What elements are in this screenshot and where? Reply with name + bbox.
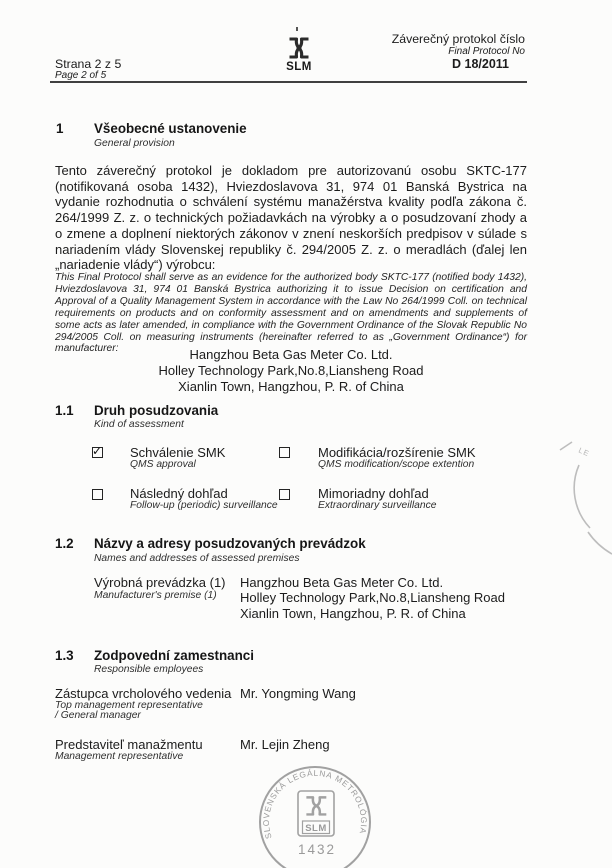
- option-label-en: Extraordinary surveillance: [318, 500, 437, 511]
- stamp-logo-text: SLM: [305, 823, 327, 834]
- section1-3-title-en: Responsible employees: [94, 664, 204, 675]
- section1-title-sk: Všeobecné ustanovenie: [94, 121, 247, 136]
- section1-1-number: 1.1: [55, 403, 74, 418]
- slm-symbol-icon: [287, 36, 311, 60]
- stamp-number: 1432: [297, 842, 337, 857]
- option-label-en: Follow-up (periodic) surveillance: [130, 500, 278, 511]
- manufacturer-address-line: Holley Technology Park,No.8,Liansheng Road: [158, 363, 424, 379]
- section1-2-title-en: Names and addresses of assessed premises: [94, 553, 300, 564]
- option-label-sk: Následný dohľad: [130, 486, 228, 501]
- premise-label-sk: Výrobná prevádzka (1): [94, 575, 226, 590]
- premise-address-line: Holley Technology Park,No.8,Liansheng Road: [240, 590, 505, 606]
- scan-tick: [296, 27, 298, 31]
- page-number-en: Page 2 of 5: [55, 70, 107, 81]
- premise-address-line: Hangzhou Beta Gas Meter Co. Ltd.: [240, 575, 444, 590]
- checkbox-extraordinary-surveillance: [279, 489, 290, 500]
- employee-role-sk: Predstaviteľ manažmentu: [55, 737, 203, 752]
- option-label-en: QMS approval: [130, 459, 196, 470]
- employee-name: Mr. Lejin Zheng: [240, 737, 330, 752]
- stamp-ring-text: SLOVENSKÁ LEGÁLNA METROLÓGIA: [260, 767, 370, 841]
- section1-title-en: General provision: [94, 138, 175, 149]
- section1-2-number: 1.2: [55, 536, 74, 551]
- employee-role-sk: Zástupca vrcholového vedenia: [55, 686, 232, 701]
- protocol-label-en: Final Protocol No: [448, 46, 525, 57]
- option-label-sk: Modifikácia/rozšírenie SMK: [318, 445, 476, 460]
- premise-address: [240, 575, 505, 621]
- premise-label-en: Manufacturer's premise (1): [94, 590, 217, 601]
- option-label-en: QMS modification/scope extention: [318, 459, 475, 470]
- checkbox-qms-approval: [92, 447, 103, 458]
- manufacturer-address-line: Hangzhou Beta Gas Meter Co. Ltd.: [189, 347, 393, 362]
- section1-1-title-en: Kind of assessment: [94, 419, 184, 430]
- edge-stamp-text: LE: [577, 445, 592, 459]
- section1-2-title-sk: Názvy a adresy posudzovaných prevádzok: [94, 536, 366, 551]
- section1-number: 1: [56, 121, 64, 136]
- slm-logo-text: SLM: [286, 61, 312, 73]
- section1-3-title-sk: Zodpovední zamestnanci: [94, 648, 254, 663]
- checkbox-followup-surveillance: [92, 489, 103, 500]
- protocol-number-block: [330, 33, 525, 71]
- employee-role-en: Management representative: [55, 751, 184, 762]
- manufacturer-address-line: Xianlin Town, Hangzhou, P. R. of China: [178, 379, 404, 395]
- slm-logo: [284, 27, 314, 81]
- manufacturer-address: [55, 347, 527, 395]
- edge-stamp-fragment: [552, 420, 612, 565]
- option-label-sk: Schválenie SMK: [130, 445, 226, 460]
- header-divider: [50, 81, 527, 83]
- protocol-label-sk: Záverečný protokol číslo: [391, 32, 525, 46]
- section1-paragraph-sk: Tento záverečný protokol je dokladom pre autorizovanú osobu SKTC-177 (notifikovaná osoba 1432), Hviezdoslavova 31, 974 01 Banská Bystrica na vydanie rozhodnutia o schválení systému manažérstva kvality podľa zákona č. 264/1999 Z. z. o technických požiadavkách na výrobky a o posudzovaní zhody a o zmene a doplnení niektorých zákonov v znení neskorších predpisov v súlade s nariadením vlády Slovenskej republiky č. 294/2005 Z. z. o meradlách (ďalej len „nariadenie vlády“) výrobcu:: [55, 163, 527, 273]
- section1-paragraph-en: This Final Protocol shall serve as an evidence for the authorized body SKTC-177 (notified body 1432), Hviezdoslavova 31, 974 01 Banská Bystrica authorizing it to issue Decision on certification and Approval of a Quality Management System in accordance with the Law No 264/1999 Coll. on technical requirements on products and on conformity assessment and on amendments and supplements of some acts as later amended, in compliance with the Government Ordinance of the Slovak Republic No 294/2005 Coll. on measuring instruments (hereinafter referred to as „Government Ordinance“) for manufacturer:: [55, 272, 527, 355]
- employee-role-en: Top management representative: [55, 700, 203, 711]
- option-label-sk: Mimoriadny dohľad: [318, 486, 429, 501]
- employee-role-en: / General manager: [55, 710, 141, 721]
- protocol-number: D 18/2011: [452, 56, 509, 71]
- page-number-sk: Strana 2 z 5: [55, 57, 122, 71]
- slm-round-stamp: [246, 762, 386, 868]
- section1-3-number: 1.3: [55, 648, 74, 663]
- employee-name: Mr. Yongming Wang: [240, 686, 356, 701]
- checkbox-qms-modification: [279, 447, 290, 458]
- section1-1-title-sk: Druh posudzovania: [94, 403, 219, 418]
- premise-address-line: Xianlin Town, Hangzhou, P. R. of China: [240, 605, 466, 621]
